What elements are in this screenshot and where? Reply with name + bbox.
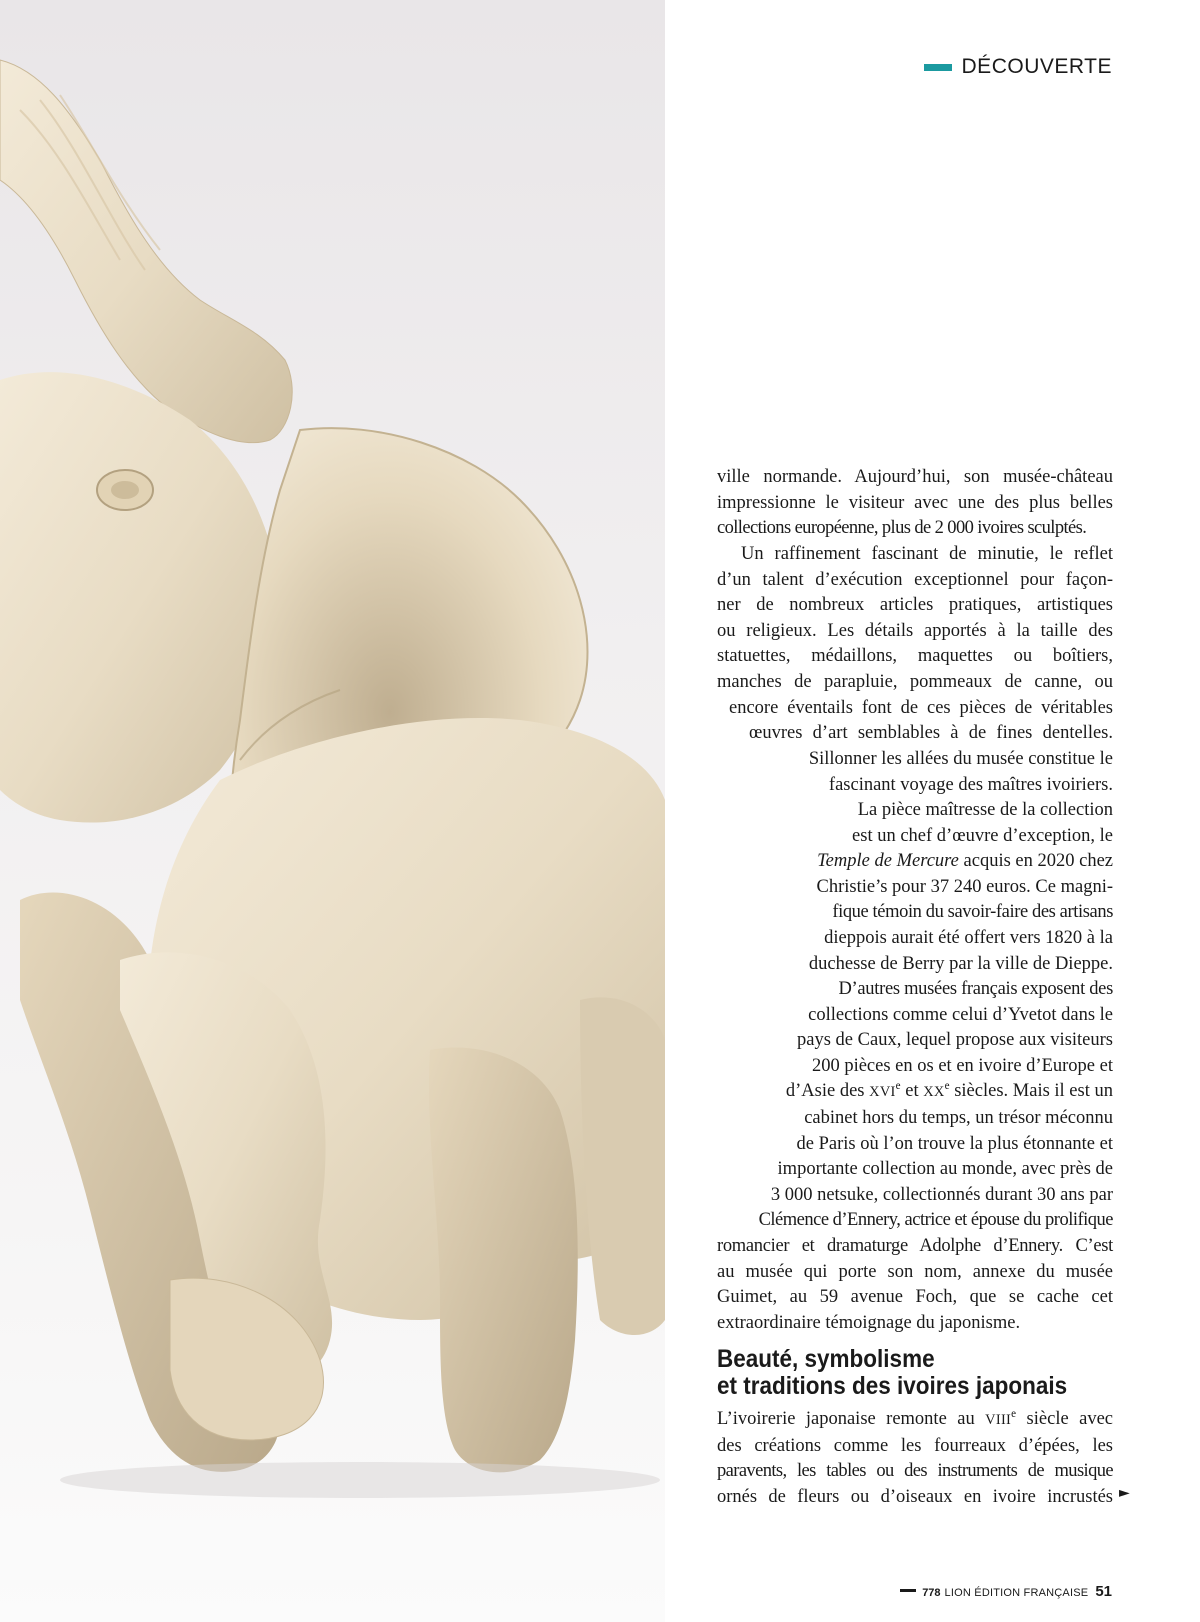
text-line: romancier et dramaturge Adolphe d’Ennery. C’est [717, 1235, 1113, 1256]
text-fragment: siècles. Mais il est un [949, 1081, 1113, 1102]
text-line: 3 000 netsuke, collectionnés durant 30 ans par [770, 1184, 1113, 1205]
text-fragment: siècle avec [1016, 1409, 1113, 1429]
text-fragment: acquis en 2020 chez [958, 851, 1113, 872]
continue-arrow-icon: ► [1119, 1485, 1130, 1501]
subheading-line: Beauté, symbolisme [717, 1345, 935, 1373]
text-line: impressionne le visiteur avec une des plus belles [717, 492, 1113, 513]
text-line: Guimet, au 59 avenue Foch, que se cache cet [717, 1287, 1113, 1308]
article-paragraph [803, 798, 1113, 977]
text-fragment: d’Asie des [785, 1081, 870, 1102]
text-line: collections européenne, plus de 2 000 ivoires sculptés. [717, 518, 1087, 539]
page-number: 51 [1095, 1583, 1112, 1600]
text-line: œuvres d’art semblables à de fines dentelles. [749, 723, 1113, 744]
text-line: collections comme celui d’Yvetot dans le [808, 1004, 1113, 1025]
publication-name: LION ÉDITION FRANÇAISE [944, 1587, 1089, 1599]
text-line: fique témoin du savoir-faire des artisans [832, 902, 1113, 923]
text-line: ville normande. Aujourd’hui, son musée-château [717, 467, 1113, 487]
text-line: d’un talent d’exécution exceptionnel pour façon- [717, 569, 1113, 590]
text-line: au musée qui porte son nom, annexe du musée [717, 1261, 1113, 1282]
article-paragraph [763, 747, 1113, 798]
text-line: pays de Caux, lequel propose aux visiteurs [797, 1030, 1113, 1051]
text-line: de Paris où l’on trouve la plus étonnante et [796, 1133, 1113, 1154]
text-line: La pièce maîtresse de la collection [857, 800, 1113, 820]
issue-number: 778 [922, 1587, 941, 1599]
text-line [717, 1079, 1113, 1106]
text-line [803, 849, 1113, 875]
article-paragraph [717, 542, 1113, 747]
text-line: Christie’s pour 37 240 euros. Ce magni- [816, 876, 1113, 897]
text-line: 200 pièces en os et en ivoire d’Europe et [811, 1055, 1113, 1076]
subheading-line: et traditions des ivoires japonais [717, 1372, 1068, 1400]
text-line: manches de parapluie, pommeaux de canne, ou [717, 671, 1113, 692]
text-line: Clémence d’Ennery, actrice et épouse du prolifique [758, 1210, 1113, 1231]
century-suffix: e [895, 1080, 901, 1093]
text-line: ornés de fleurs ou d’oiseaux en ivoire incrustés [717, 1486, 1113, 1507]
text-line: statuettes, médaillons, maquettes ou boîtiers, [717, 646, 1113, 667]
text-line: ner de nombreux articles pratiques, artistiques [717, 595, 1113, 616]
text-line: extraordinaire témoignage du japonisme. [717, 1312, 1021, 1333]
section-header [924, 55, 1112, 79]
century-suffix: e [1011, 1407, 1017, 1420]
text-line: duchesse de Berry par la ville de Dieppe. [808, 953, 1113, 974]
century-numeral: VIII [985, 1412, 1012, 1428]
text-line: Un raffinement fascinant de minutie, le reflet [741, 544, 1113, 564]
article-paragraph [717, 977, 1113, 1336]
page-footer [900, 1583, 1112, 1600]
section-accent-bar [924, 64, 952, 71]
text-line: dieppois aurait été offert vers 1820 à la [824, 927, 1113, 948]
text-line: est un chef d’œuvre d’exception, le [852, 825, 1113, 846]
text-line: ou religieux. Les détails apportés à la taille des [717, 620, 1113, 641]
text-fragment: L’ivoirerie japonaise remonte au [717, 1409, 986, 1429]
article-paragraph [717, 1407, 1113, 1510]
text-line: cabinet hors du temps, un trésor méconnu [804, 1107, 1113, 1128]
text-line: importante collection au monde, avec près de [777, 1159, 1113, 1180]
text-line: Sillonner les allées du musée constitue le [808, 749, 1113, 769]
text-line: encore éventails font de ces pièces de véritables [729, 697, 1113, 718]
article-paragraph [717, 465, 1113, 542]
century-numeral: XX [923, 1084, 945, 1101]
text-line: paravents, les tables ou des instruments de musique [717, 1461, 1113, 1482]
text-line [717, 1407, 1113, 1434]
subheading [717, 1346, 1067, 1400]
century-suffix: e [944, 1080, 950, 1093]
text-line: fascinant voyage des maîtres ivoiriers. [828, 774, 1113, 795]
text-line: D’autres musées français exposent des [838, 979, 1113, 999]
text-line: des créations comme les fourreaux d’épées, les [717, 1435, 1113, 1456]
footer-dash [900, 1589, 916, 1592]
century-numeral: XVI [869, 1084, 896, 1101]
section-label: DÉCOUVERTE [961, 55, 1112, 78]
text-fragment: et [900, 1081, 924, 1102]
artwork-title: Temple de Mercure [817, 851, 959, 872]
